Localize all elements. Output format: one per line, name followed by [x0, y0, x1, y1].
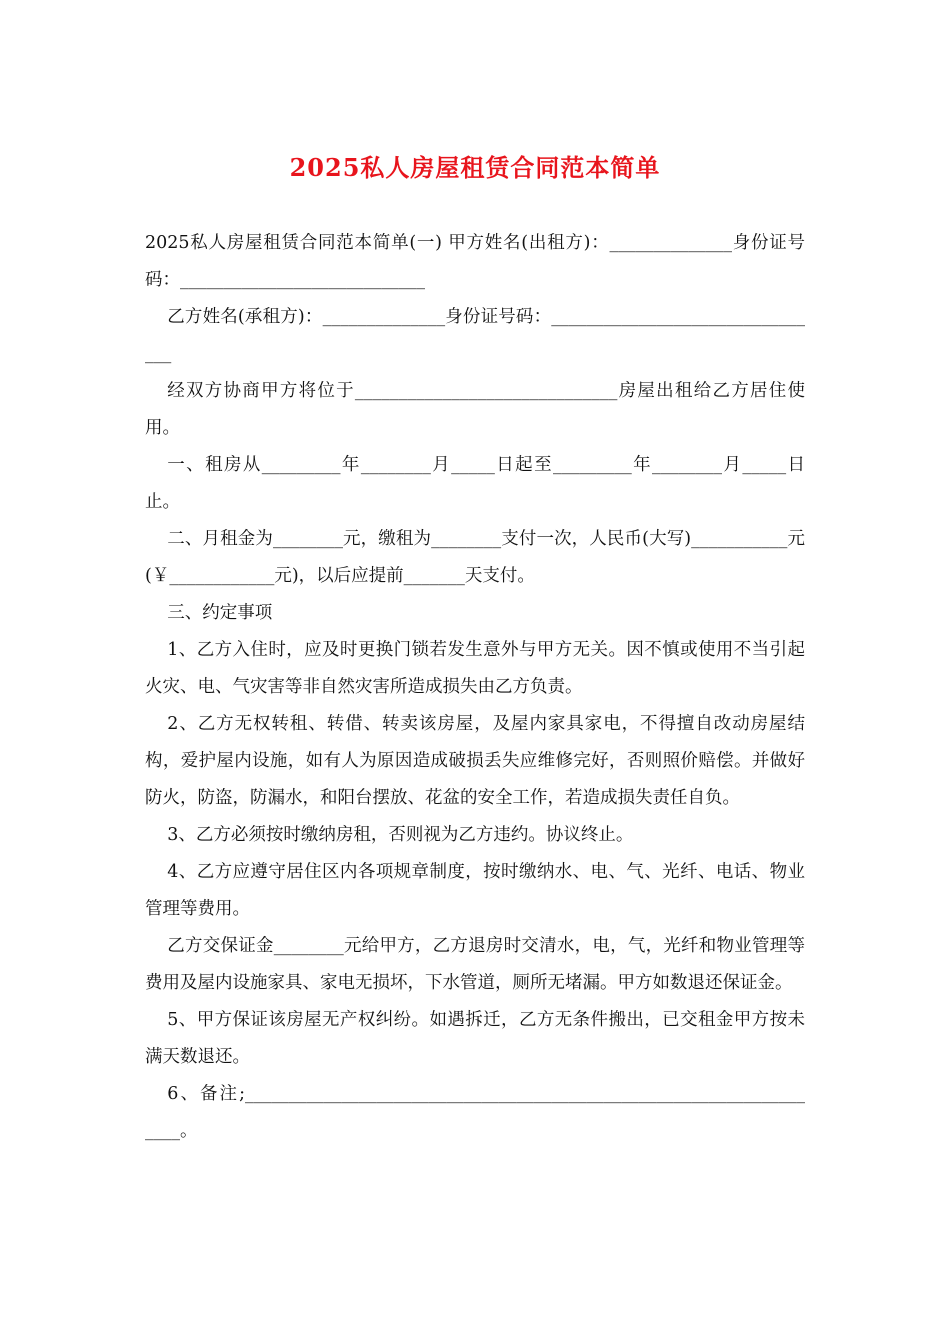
- clause-5: 5、甲方保证该房屋无产权纠纷。如遇拆迁，乙方无条件搬出，已交租金甲方按未满天数退还。: [145, 1010, 805, 1067]
- deposit-clause: 乙方交保证金________元给甲方，乙方退房时交清水，电，气，光纤和物业管理等费用及屋内设施家具、家电无损坏，下水管道，厕所无堵漏。甲方如数退还保证金。: [145, 936, 805, 993]
- contract-body: [145, 225, 805, 1150]
- property-location-paragraph: 经双方协商甲方将位于______________________________房屋出租给乙方居住使用。: [145, 381, 805, 438]
- clause-2: 2、乙方无权转租、转借、转卖该房屋，及屋内家具家电，不得擅自改动房屋结构，爱护屋内设施，如有人为原因造成破损丢失应维修完好，否则照价赔偿。并做好防火，防盗，防漏水，和阳台摆放、花盆的安全工作，若造成损失责任自负。: [145, 714, 805, 808]
- document-title: 2025私人房屋租赁合同范本简单: [289, 153, 661, 182]
- clause-3: 3、乙方必须按时缴纳房租，否则视为乙方违约。协议终止。: [167, 825, 634, 845]
- agreed-matters-heading: 三、约定事项: [167, 603, 273, 623]
- clause-4: 4、乙方应遵守居住区内各项规章制度，按时缴纳水、电、气、光纤、电话、物业管理等费用。: [145, 862, 805, 919]
- remarks-clause: 6、备注;____________________________________________________________________。: [145, 1084, 805, 1141]
- party-a-paragraph: 2025私人房屋租赁合同范本简单(一) 甲方姓名(出租方)：______________身份证号码：____________________________: [145, 233, 805, 290]
- rent-clause: 二、月租金为________元，缴租为________支付一次，人民币(大写)___________元(￥____________元)，以后应提前_______天支付。: [145, 529, 805, 586]
- clause-1: 1、乙方入住时，应及时更换门锁若发生意外与甲方无关。因不慎或使用不当引起火灾、电、气灾害等非自然灾害所造成损失由乙方负责。: [145, 640, 805, 697]
- party-b-paragraph: 乙方姓名(承租方)：______________身份证号码：________________________________: [145, 307, 805, 364]
- lease-term-clause: 一、租房从_________年________月_____日起至_________年________月_____日止。: [145, 455, 805, 512]
